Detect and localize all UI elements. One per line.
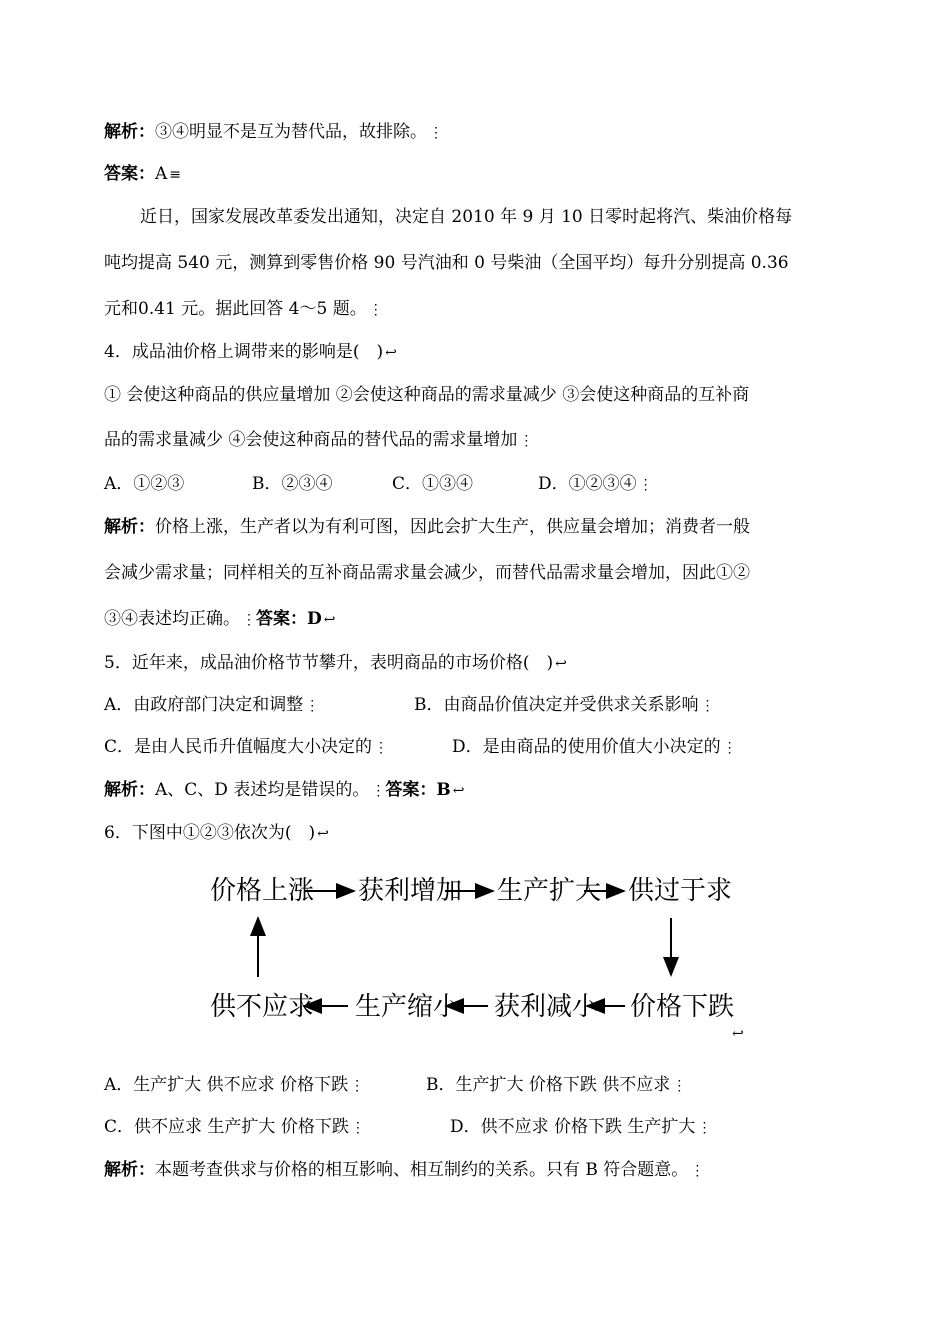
paragraph-mark-icon: ⋮: [700, 698, 715, 714]
q6-options-row-2: [104, 1115, 711, 1140]
q3-answer-text: A: [155, 164, 168, 184]
answer-label: 答案：: [385, 780, 437, 800]
q3-analysis-text: ③④明显不是互为替代品，故排除。: [155, 122, 427, 142]
q6-stem-text: 6．下图中①②③依次为( ): [104, 823, 316, 843]
return-mark-icon: ↩: [732, 1026, 744, 1042]
paragraph-mark-icon: ⋮: [429, 125, 443, 141]
q4-items-line-2: [104, 428, 533, 453]
q4-items-line-1: ① 会使这种商品的供应量增加 ②会使这种商品的需求量减少 ③会使这种商品的互补商: [104, 385, 750, 405]
node-supply-short: 供不应求: [210, 992, 315, 1022]
paragraph-mark-icon: ⋮: [722, 740, 737, 756]
intro-line-3: [104, 297, 383, 322]
q6-analysis-text: 本题考查供求与价格的相互影响、相互制约的关系。只有 B 符合题意。: [155, 1160, 689, 1180]
q5-option-c: [104, 735, 452, 760]
node-supply-exceeds-demand: 供过于求: [628, 876, 733, 906]
q4-option-d: D．①②③④: [538, 474, 637, 494]
q6-option-a: [104, 1073, 426, 1098]
node-price-rise: 价格上涨: [210, 876, 315, 906]
node-price-fall: 价格下跌: [630, 992, 735, 1022]
q5-stem-text: 5．近年来，成品油价格节节攀升，表明商品的市场价格( ): [104, 653, 554, 673]
q5-option-d: D．是由商品的使用价值大小决定的: [452, 737, 721, 757]
paragraph-mark-icon: ⋮: [242, 612, 256, 628]
return-mark-icon: ↩: [555, 656, 567, 672]
q3-analysis: [104, 120, 443, 145]
q6-option-d: D．供不应求 价格下跌 生产扩大: [450, 1117, 696, 1137]
paragraph-mark-icon: ⋮: [350, 1078, 365, 1094]
analysis-label: 解析：: [104, 1160, 155, 1180]
q5-analysis: [104, 778, 464, 803]
return-mark-icon: ↩: [385, 345, 397, 361]
q4-options: [104, 472, 653, 497]
q4-analysis-line-3: [104, 607, 335, 632]
q5-stem: [104, 651, 567, 676]
q4-answer-text: D: [307, 609, 322, 629]
node-profit-increase: 获利增加: [358, 876, 463, 906]
answer-label: 答案：: [256, 609, 307, 629]
node-production-shrink: 生产缩小: [355, 992, 460, 1022]
q5-answer-text: B: [436, 780, 451, 800]
paragraph-mark-icon: ⋮: [368, 302, 383, 318]
paragraph-mark-icon: ⋮: [350, 1120, 365, 1136]
paragraph-mark-icon: ⋮: [672, 1078, 687, 1094]
intro-line-3-text: 元和0.41 元。据此回答 4～5 题。: [104, 299, 367, 319]
intro-line-2: 吨均提高 540 元，测算到零售价格 90 号汽油和 0 号柴油（全国平均）每升分别提高 0.36: [104, 253, 789, 273]
q4-analysis-line-1: [104, 515, 750, 539]
q6-analysis: [104, 1158, 704, 1183]
q5-analysis-text: A、C、D 表述均是错误的。: [155, 780, 370, 800]
return-mark-icon: ↩: [317, 826, 329, 842]
return-mark-icon: ↩: [452, 783, 465, 799]
answer-label: 答案：: [104, 164, 155, 184]
q5-options-row-1: [104, 693, 715, 718]
q5-option-b: B．由商品价值决定并受供求关系影响: [414, 695, 699, 715]
q4-analysis-line-2: 会减少需求量；同样相关的互补商品需求量会减少，而替代品需求量会增加，因此①②: [104, 563, 750, 583]
analysis-label: 解析：: [104, 780, 155, 800]
q4-option-a: A．①②③: [104, 474, 185, 494]
analysis-label: 解析：: [104, 517, 155, 537]
return-mark-icon: ↩: [323, 612, 336, 628]
paragraph-mark-icon: ≡: [169, 167, 182, 183]
q4-option-b: B．②③④: [252, 474, 333, 494]
q6-option-c-text: C．供不应求 生产扩大 价格下跌: [104, 1117, 349, 1137]
paragraph-mark-icon: ⋮: [697, 1120, 712, 1136]
paragraph-mark-icon: ⋮: [374, 740, 389, 756]
q6-options-row-1: [104, 1073, 686, 1098]
q6-stem: [104, 821, 329, 846]
node-profit-decrease: 获利减小: [494, 992, 599, 1022]
q4-items-line-2-text: 品的需求量减少 ④会使这种商品的替代品的需求量增加: [104, 430, 518, 450]
q5-option-a: [104, 693, 414, 718]
supply-demand-cycle-diagram: [200, 860, 760, 1050]
q4-option-c: C．①③④: [392, 474, 474, 494]
q5-option-c-text: C．是由人民币升值幅度大小决定的: [104, 737, 373, 757]
node-production-expand: 生产扩大: [497, 876, 602, 906]
q4-stem-text: 4．成品油价格上调带来的影响是( ): [104, 342, 384, 362]
q4-analysis-line-1-text: 价格上涨，生产者以为有利可图，因此会扩大生产，供应量会增加；消费者一般: [155, 517, 750, 537]
paragraph-mark-icon: ⋮: [638, 477, 653, 493]
q3-answer: [104, 162, 181, 187]
intro-line-1: 近日，国家发展改革委发出通知，决定自 2010 年 9 月 10 日零时起将汽、柴油价格每: [140, 207, 793, 227]
q4-analysis-line-3-text: ③④表述均正确。: [104, 609, 240, 629]
paragraph-mark-icon: ⋮: [690, 1163, 705, 1179]
q6-option-a-text: A．生产扩大 供不应求 价格下跌: [104, 1075, 349, 1095]
q4-stem: [104, 340, 397, 365]
paragraph-mark-icon: ⋮: [519, 433, 534, 449]
paragraph-mark-icon: ⋮: [371, 783, 386, 799]
analysis-label: 解析：: [104, 122, 155, 142]
q5-options-row-2: [104, 735, 737, 760]
q6-option-b: B．生产扩大 价格下跌 供不应求: [426, 1075, 671, 1095]
paragraph-mark-icon: ⋮: [305, 698, 320, 714]
q6-option-c: [104, 1115, 450, 1140]
q5-option-a-text: A．由政府部门决定和调整: [104, 695, 304, 715]
